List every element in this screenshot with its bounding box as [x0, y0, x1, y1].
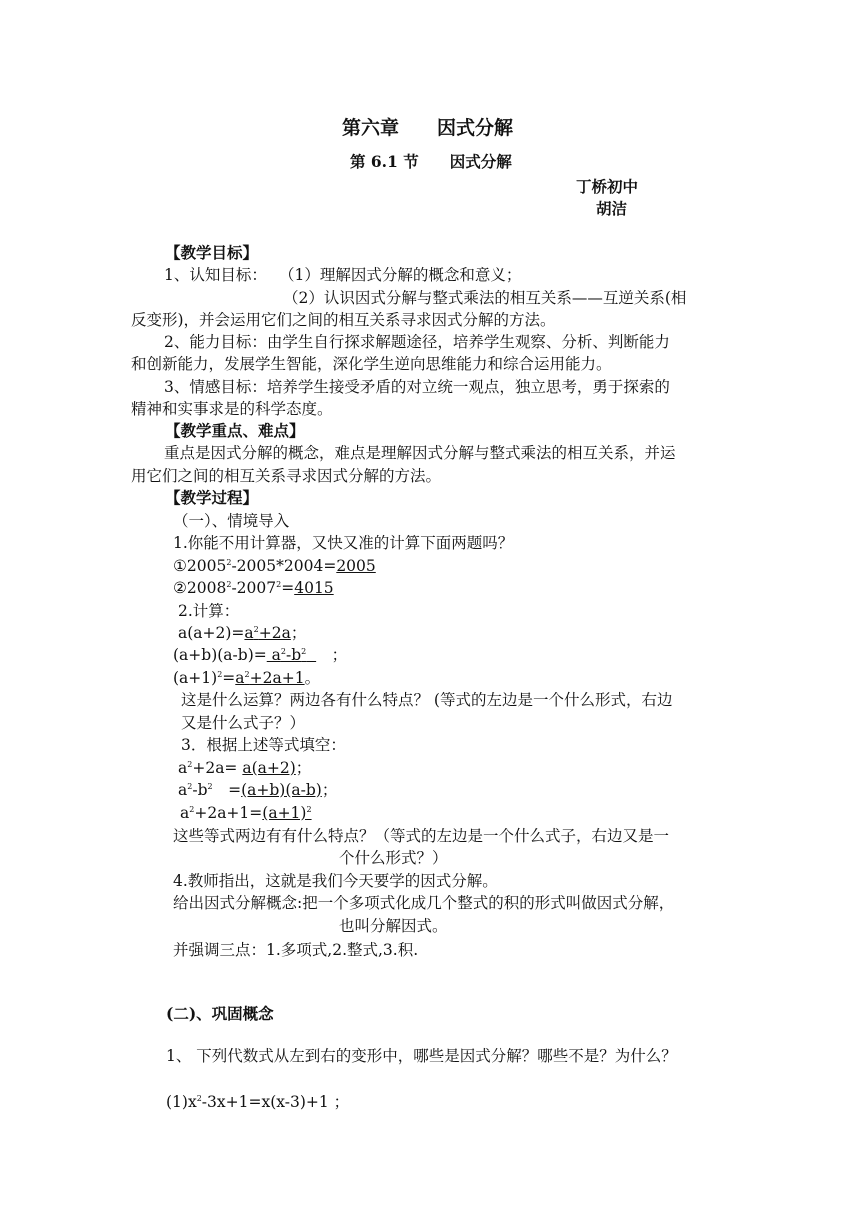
observation-2-line1: 这些等式两边有有什么特点？（等式的左边是一个什么式子，右边又是一: [173, 827, 670, 845]
school-name: 丁桥初中: [576, 177, 639, 196]
section-title: 第 6.1 节 因式分解: [350, 152, 512, 171]
calc-2: $(a+b)(a-b)= a^2-b^2$ ；: [173, 646, 348, 664]
key-points-line1: 重点是因式分解的概念，难点是理解因式分解与整式乘法的相互关系，并运: [164, 444, 676, 462]
exercise-1: 1、 下列代数式从左到右的变形中，哪些是因式分解？哪些不是？为什么？: [166, 1047, 677, 1065]
part1-title: （一）、情境导入: [173, 512, 290, 530]
question-2: 2.计算：: [178, 602, 240, 620]
goal-1-label: 1、认知目标：: [164, 266, 267, 284]
part2-title: (二)、巩固概念: [166, 1004, 274, 1023]
concept-line1: 给出因式分解概念:把一个多项式化成几个整式的积的形式叫做因式分解，: [173, 894, 675, 912]
key-points-line2: 用它们之间的相互关系寻求因式分解的方法。: [131, 467, 442, 485]
goal-2-line2: 和创新能力，发展学生智能，深化学生逆向思维能力和综合运用能力。: [131, 355, 612, 373]
question-1b: $②2008^2-2007^2=4015$: [173, 579, 334, 597]
observation-2-line2: 个什么形式？）: [339, 849, 448, 867]
question-4: 4.教师指出，这就是我们今天要学的因式分解。: [173, 872, 498, 890]
question-1b-answer: 4015: [294, 579, 334, 597]
author-name: 胡洁: [596, 199, 628, 218]
key-points-heading: 【教学重点、难点】: [165, 421, 305, 440]
observation-1-line1: 这是什么运算？两边各有什么特点？ (等式的左边是一个什么形式，右边: [181, 691, 673, 709]
goal-2-line1: 2、能力目标：由学生自行探求解题途径，培养学生观察、分析、判断能力: [164, 333, 670, 351]
goal-1a: （1）理解因式分解的概念和意义；: [279, 266, 522, 284]
calc-3-answer: $a^2+2a+1$: [235, 669, 305, 687]
chapter-title: 第六章 因式分解: [342, 117, 514, 139]
calc-2-answer: $a^2-b^2$: [266, 646, 307, 664]
calc-1: $a(a+2)=a^2+2a$；: [178, 624, 307, 642]
fill-1: $a^2+2a= a(a+2)$；: [178, 759, 312, 777]
concept-line2: 也叫分解因式。: [339, 917, 448, 935]
fill-1-answer: a(a+2): [242, 759, 296, 777]
fill-2: $a^2-b^2$ =(a+b)(a-b)；: [178, 781, 338, 799]
emphasis: 并强调三点：1.多项式,2.整式,3.积.: [173, 941, 419, 959]
goals-heading: 【教学目标】: [165, 243, 259, 262]
calc-3: $(a+1)^2=a^2+2a+1$。: [173, 669, 321, 687]
question-1: 1.你能不用计算器，又快又准的计算下面两题吗？: [173, 534, 514, 552]
goal-1b: （2）认识因式分解与整式乘法的相互关系——互逆关系(相: [283, 289, 687, 307]
fill-3-answer: $(a+1)^2$: [262, 804, 312, 822]
goal-1b-cont: 反变形)，并会运用它们之间的相互关系寻求因式分解的方法。: [131, 311, 556, 329]
goal-3-line1: 3、情感目标：培养学生接受矛盾的对立统一观点，独立思考，勇于探索的: [164, 378, 670, 396]
fill-3: $a^2+2a+1=(a+1)^2$: [180, 804, 312, 822]
process-heading: 【教学过程】: [165, 488, 259, 507]
calc-1-answer: $a^2+2a$: [244, 624, 291, 642]
question-3: 3．根据上述等式填空：: [181, 736, 346, 754]
observation-1-line2: 又是什么式子？）: [181, 714, 306, 732]
question-1a-answer: 2005: [336, 557, 376, 575]
exercise-1-item-1: $(1)x^2-3x+1=x(x-3)+1$ ；: [166, 1093, 350, 1111]
goal-3-line2: 精神和实事求是的科学态度。: [131, 400, 333, 418]
question-1a: $①2005^2-2005*2004=2005$: [173, 557, 376, 575]
fill-2-answer: (a+b)(a-b): [241, 781, 322, 799]
